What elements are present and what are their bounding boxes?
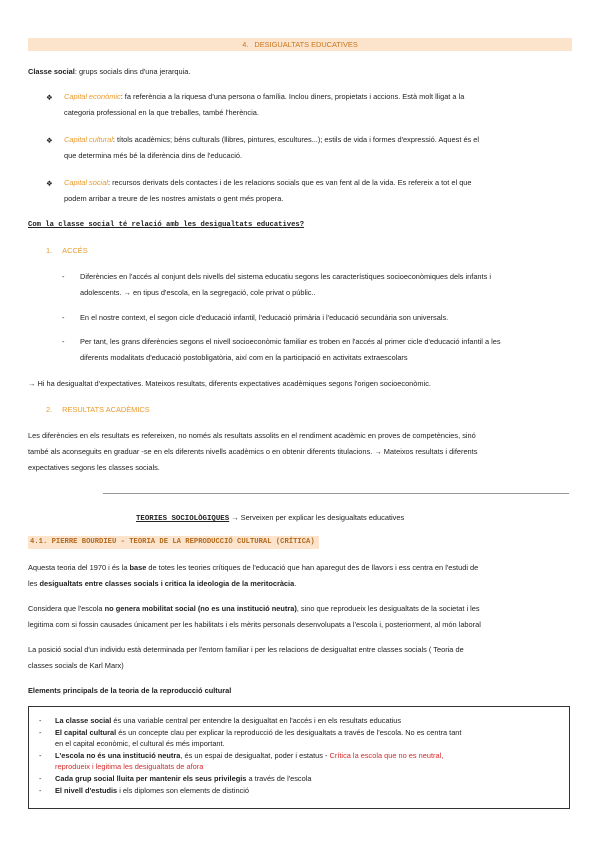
horizontal-divider xyxy=(103,493,569,494)
question-heading: Com la classe social té relació amb les desigualtats educatives? xyxy=(28,221,305,229)
capital-economic-line1: : fa referència a la riquesa d'una persona o família. Inclou diners, propietats i accions. Està molt lligat a la xyxy=(120,92,465,101)
section-number: 4. xyxy=(242,40,249,49)
red-note: Crítica la escola que no es neutral, xyxy=(329,751,444,760)
list-item-line2: adolescents. → en tipus d'escola, en la segregació, cole privat o públic.. xyxy=(80,288,316,298)
elements-title: Elements principals de la teoria de la reproducció cultural xyxy=(28,686,232,695)
text-span: . xyxy=(294,579,297,589)
diamond-bullet-icon: ❖ xyxy=(46,93,53,102)
resultats-line1: Les diferències en els resultats es refereixen, no només als resultats assolits en el rendiment acadèmic en proves de competències, sinó xyxy=(28,431,476,440)
classe-social-term: Classe social xyxy=(28,67,75,76)
list-item xyxy=(39,750,560,772)
dash-marker: - xyxy=(62,272,65,281)
list-item xyxy=(62,336,572,363)
capital-cultural-line1: : títols acadèmics; béns culturals (llibres, pintures, escultures...); estils de vida i formes d'expressió. Aquest és el xyxy=(112,135,480,144)
list-item xyxy=(62,271,572,298)
text-span: , sino que reprodueix les desigualtats de la societat i les xyxy=(296,604,480,613)
dash-marker: - xyxy=(62,337,65,346)
bold-span: Cada grup social lluita per mantenir els seus privilegis xyxy=(55,774,247,783)
text-span: és un concepte clau per explicar la reproducció de les desigualtats a través de l'escola. No es centra tant xyxy=(116,728,462,737)
acces-conclusion: → Hi ha desigualtat d'expectatives. Mateixos resultats, diferents expectatives acadèmiques segons l'origen socioeconòmic. xyxy=(28,379,431,388)
teories-heading xyxy=(136,512,404,525)
dash-marker: - xyxy=(39,786,42,795)
capital-social-line1: : recursos derivats dels contactes i de les relacions socials que es van fent al de la vida. Es refereix a tot el que xyxy=(107,178,472,187)
list-item xyxy=(39,727,560,749)
acces-number: 1. xyxy=(46,246,53,255)
classe-social-definition xyxy=(28,66,572,77)
text-span: legitima com si fossin causades únicament per les habilitats i els mèrits personals desenvolupats a l'escola i, posteriorment, al món laboral xyxy=(28,620,481,630)
bold-span: El capital cultural xyxy=(55,728,117,737)
text-span: a través de l'escola xyxy=(246,774,312,783)
text-line: classes socials de Karl Marx) xyxy=(28,661,124,671)
resultats-heading xyxy=(46,404,150,415)
text-span: i els diplomes son elements de distinció xyxy=(117,786,250,795)
text-span: és una variable central per entendre la desigualtat en l'accés i en els resultats educatius xyxy=(111,716,402,725)
bold-span: La classe social xyxy=(55,716,112,725)
text-span: les xyxy=(28,579,40,589)
list-item xyxy=(62,312,572,323)
capital-social-term: Capital social xyxy=(64,178,108,187)
bold-span: no genera mobilitat social (no es una institució neutra) xyxy=(104,604,297,613)
bourdieu-heading: 4.1. PIERRE BOURDIEU - TEORIA DE LA REPRODUCCIÓ CULTURAL (CRÍTICA) xyxy=(28,536,319,549)
bold-span: El nivell d'estudis xyxy=(55,786,118,795)
capital-cultural-term: Capital cultural xyxy=(64,135,113,144)
capital-social-item xyxy=(64,177,572,204)
resultats-title: RESULTATS ACADÈMICS xyxy=(62,405,150,414)
bourdieu-paragraph-2 xyxy=(28,603,572,630)
resultats-line3: expectatives segons les classes socials. xyxy=(28,463,160,473)
dash-marker: - xyxy=(62,313,65,322)
text-span: Considera que l'escola xyxy=(28,604,105,613)
bourdieu-paragraph-1 xyxy=(28,562,572,589)
resultats-number: 2. xyxy=(46,405,53,414)
bold-span: desigualtats entre classes socials i critica la ideologia de la meritocràcia xyxy=(39,579,295,589)
section-header xyxy=(28,38,572,51)
list-item-line2: diferents modalitats d'educació postobligatòria, així com en la participació en activitats extraescolars xyxy=(80,353,408,363)
acces-title: ACCÉS xyxy=(62,246,88,255)
list-item-line1: Per tant, les grans diferències segons el nivell socioeconòmic familiar es troben en l'accés al primer cicle d'educació infantil a les xyxy=(80,337,501,346)
list-item xyxy=(39,773,560,784)
teories-subtitle: → Serveixen per explicar les desigualtats educatives xyxy=(229,513,405,522)
list-item-line1: En el nostre context, el segon cicle d'educació infantil, l'educació primària i l'educació secundària son universals. xyxy=(80,313,449,322)
text-line: en el capital econòmic, el cultural és més important. xyxy=(55,739,225,749)
capital-cultural-item xyxy=(64,134,572,161)
text-span: Aquesta teoria del 1970 i és la xyxy=(28,563,130,572)
capital-economic-item xyxy=(64,91,572,118)
diamond-bullet-icon: ❖ xyxy=(46,179,53,188)
text-span: de totes les teories crítiques de l'educació que han aparegut des de llavors i ess centra en l'estudi de xyxy=(146,563,479,572)
list-item-line1: Diferències en l'accés al conjunt dels nivells del sistema educatiu segons les característiques socioeconòmiques dels infants i xyxy=(80,272,491,281)
teories-title: TEORIES SOCIOLÒGIQUES xyxy=(136,515,230,523)
dash-marker: - xyxy=(39,716,42,725)
capital-economic-line2: categoria professional en la que treballes, també l'herència. xyxy=(64,108,259,118)
dash-marker: - xyxy=(39,728,42,737)
text-line: La posició social d'un individu està determinada per l'entorn familiar i per les relacions de desigualtat entre classes socials ( Teoria de xyxy=(28,645,464,654)
dash-marker: - xyxy=(39,774,42,783)
red-note: reprodueix i legitima les desigualtats de afora xyxy=(55,762,204,772)
dash-marker: - xyxy=(39,751,42,760)
list-item xyxy=(39,785,560,796)
resultats-paragraph xyxy=(28,430,572,473)
bold-span: base xyxy=(129,563,147,572)
capital-social-line2: podem arribar a treure de les nostres amistats o gent més propera. xyxy=(64,194,284,204)
list-item xyxy=(39,715,560,726)
resultats-line2: també als aconseguits en graduar -se en els diferents nivells acadèmics o en obtenir diferents titulacions. → Mateixos resultats i diferents xyxy=(28,447,478,457)
bourdieu-paragraph-3 xyxy=(28,644,572,671)
text-span: , és un espai de desigualtat, poder i estatus - xyxy=(180,751,330,760)
acces-heading xyxy=(46,245,88,256)
classe-social-text: : grups socials dins d'una jerarquia. xyxy=(74,67,191,76)
capital-cultural-line2: que determina més bé la diferència dins de l'educació. xyxy=(64,151,243,161)
diamond-bullet-icon: ❖ xyxy=(46,136,53,145)
capital-economic-term: Capital econòmic xyxy=(64,92,121,101)
section-title: DESIGUALTATS EDUCATIVES xyxy=(254,40,358,49)
elements-box xyxy=(28,706,570,809)
bold-span: L'escola no és una institució neutra xyxy=(55,751,181,760)
